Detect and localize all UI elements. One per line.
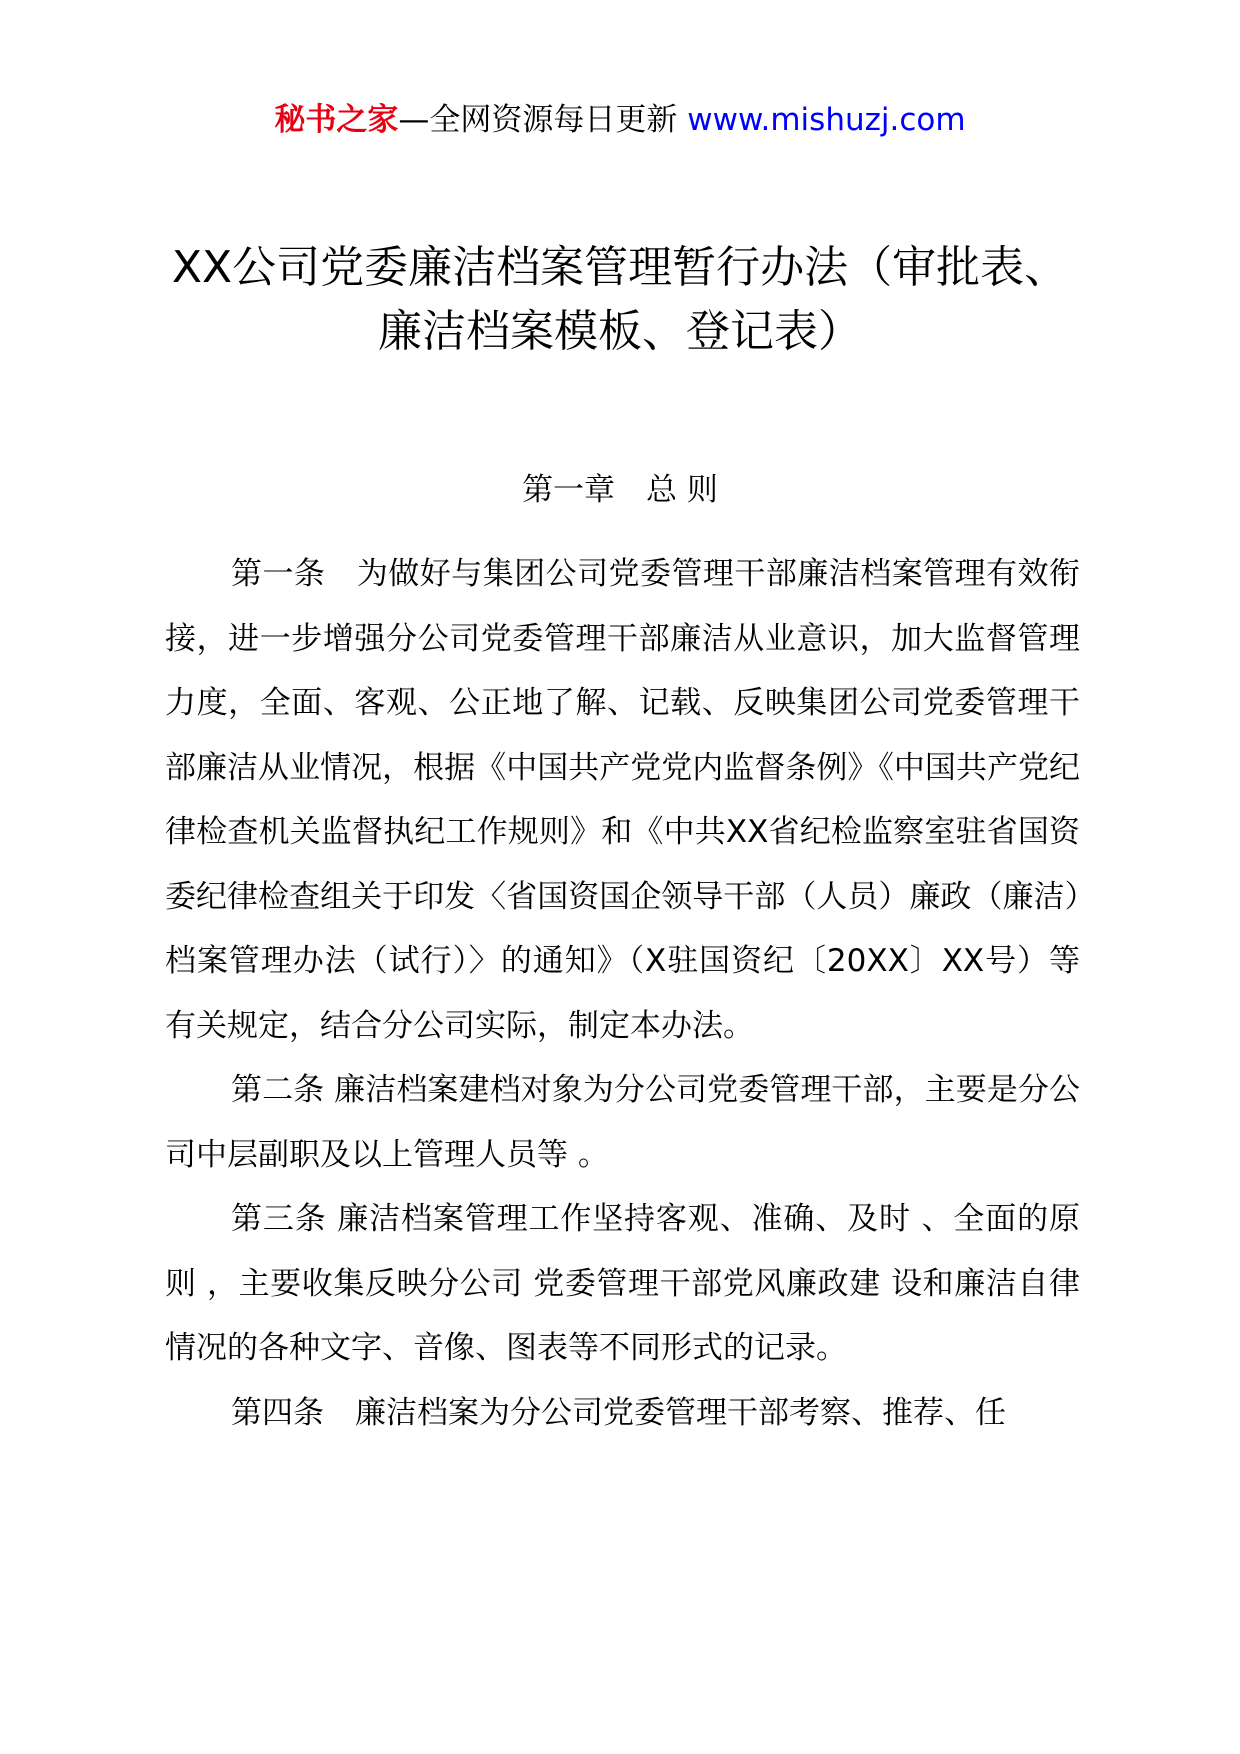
- chapter-heading: 第一章 总 则: [522, 472, 718, 508]
- document-title-line-2: 廉洁档案模板、登记表）: [378, 306, 862, 357]
- article-4: 第四条 廉洁档案为分公司党委管理干部考察、推荐、任: [231, 1394, 1006, 1431]
- article-3: 第三条 廉洁档案管理工作坚持客观、准确、及时 、全面的原则 ，主要收集反映分公司 党委管理干部党风廉政建 设和廉洁自律情况的各种文字、音像、图表等不同形式的记录。: [165, 1201, 1080, 1366]
- document-body: [165, 542, 1080, 1445]
- site-header: [0, 98, 1240, 142]
- site-slogan: —全网资源每日更新: [398, 102, 678, 138]
- article-2: 第二条 廉洁档案建档对象为分公司党委管理干部，主要是分公司中层副职及以上管理人员等 。: [165, 1072, 1080, 1173]
- brand-name: 秘书之家: [274, 102, 399, 138]
- site-url[interactable]: www.mishuzj.com: [687, 102, 966, 138]
- document-title: [150, 236, 1090, 364]
- article-1: 第一条 为做好与集团公司党委管理干部廉洁档案管理有效衔接，进一步增强分公司党委管理干部廉洁从业意识，加大监督管理力度，全面、客观、公正地了解、记载、反映集团公司党委管理干部廉洁从业情况，根据《中国共产党党内监督条例》《中国共产党纪律检查机关监督执纪工作规则》和《中共XX省纪检监察室驻省国资委纪律检查组关于印发〈省国资国企领导干部（人员）廉政（廉洁）档案管理办法（试行）〉的通知》（X驻国资纪〔20XX〕XX号）等有关规定，结合分公司实际，制定本办法。: [165, 556, 1080, 1044]
- document-title-line-1: XX公司党委廉洁档案管理暂行办法（审批表、: [171, 242, 1069, 293]
